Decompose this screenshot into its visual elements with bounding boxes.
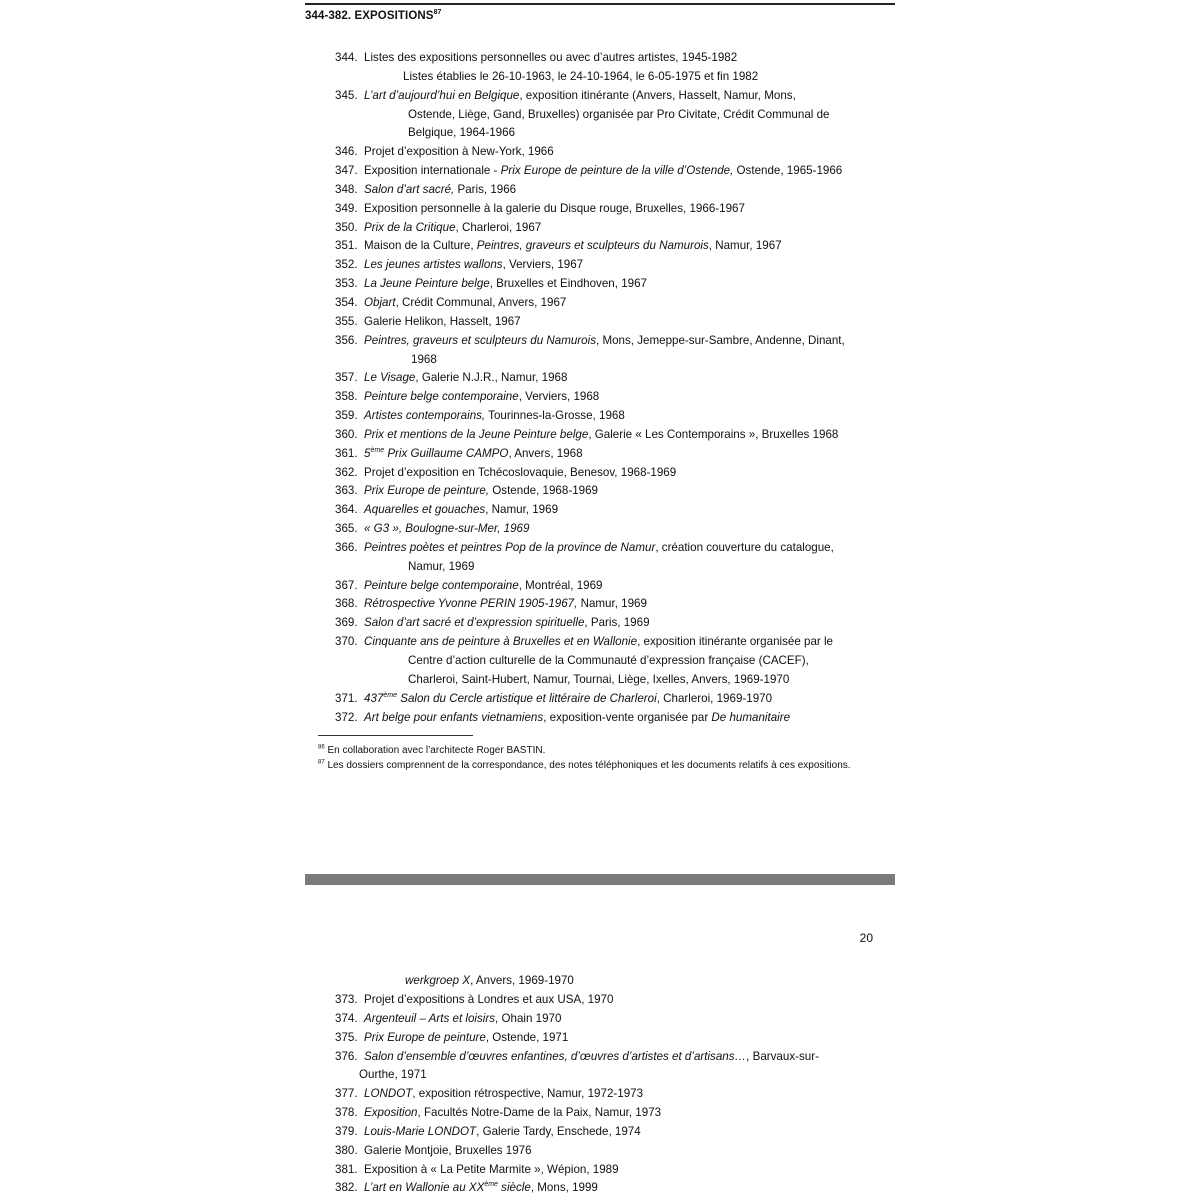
text-run: ème — [370, 446, 385, 454]
list-item — [335, 1104, 895, 1123]
text-run: Cinquante ans de peinture à Bruxelles et en Wallonie — [364, 635, 638, 649]
text-run: , Ostende, 1971 — [485, 1030, 569, 1044]
entry-line — [364, 539, 895, 558]
text-run: , exposition itinérante (Anvers, Hasselt, Namur, Mons, — [519, 88, 796, 102]
list-item — [335, 501, 895, 520]
text-run: Peinture belge contemporaine — [364, 390, 519, 404]
entry-text — [364, 369, 895, 388]
entry-line — [364, 388, 895, 407]
entry-number: 370. — [335, 635, 365, 649]
text-run: Prix Europe de peinture, — [364, 484, 490, 498]
text-run: , Galerie N.J.R., Namur, 1968 — [415, 371, 568, 385]
entry-line — [364, 445, 895, 464]
entry-text — [364, 1179, 895, 1198]
footnote-87 — [318, 759, 878, 774]
list-item — [335, 219, 895, 238]
section-heading — [305, 10, 442, 22]
text-run: , Namur, 1969 — [485, 503, 559, 517]
footnote-ref: 87 — [433, 9, 442, 17]
entry-number: 347. — [335, 164, 365, 178]
entry-number: 360. — [335, 427, 365, 441]
text-run: , Mons, Jemeppe-sur-Sambre, Andenne, Dinant, — [596, 333, 845, 347]
entry-number: 357. — [335, 371, 365, 385]
entry-line — [364, 464, 895, 483]
entry-text — [364, 595, 895, 614]
entry-number: 369. — [335, 616, 365, 630]
entry-line — [364, 256, 895, 275]
list-item — [335, 690, 895, 709]
entry-text — [364, 332, 895, 370]
entry-number: 368. — [335, 597, 365, 611]
entry-number: 362. — [335, 465, 365, 479]
entry-number: 374. — [335, 1011, 365, 1025]
entry-text — [364, 690, 895, 709]
text-run: Centre d’action culturelle de la Communauté d’expression française (CACEF), — [408, 654, 809, 667]
list-item — [335, 482, 895, 501]
entry-line — [364, 501, 895, 520]
entry-number: 379. — [335, 1124, 365, 1138]
entry-number: 375. — [335, 1030, 365, 1044]
list-item — [335, 143, 895, 162]
text-run: Galerie Montjoie, Bruxelles 1976 — [364, 1143, 532, 1157]
list-item — [335, 275, 895, 294]
text-run: Projet d’expositions à Londres et aux USA, 1970 — [364, 993, 614, 1006]
list-item — [335, 445, 895, 464]
document-page-bottom — [305, 885, 895, 1200]
list-item — [335, 1179, 895, 1198]
entry-number: 365. — [335, 522, 365, 536]
entry-text — [364, 464, 895, 483]
entry-line — [364, 1085, 895, 1104]
entry-line — [364, 200, 895, 219]
entry-text — [364, 143, 895, 162]
footnote-rule — [318, 735, 473, 736]
text-run: Namur, 1969 — [408, 559, 475, 573]
text-run: Exposition — [364, 1106, 418, 1120]
entry-line — [364, 426, 895, 445]
entry-line — [364, 49, 895, 68]
entry-number: 380. — [335, 1143, 365, 1157]
entry-line — [364, 369, 895, 388]
list-item — [335, 200, 895, 219]
entry-line — [364, 162, 895, 181]
list-item — [335, 614, 895, 633]
entry-number: 359. — [335, 409, 365, 423]
entry-number: 349. — [335, 201, 365, 215]
entry-line — [364, 482, 895, 501]
list-item — [335, 388, 895, 407]
text-run: Ostende, 1968-1969 — [489, 484, 598, 498]
text-run: Rétrospective Yvonne PERIN 1905-1967, — [364, 597, 578, 611]
text-run: , exposition-vente organisée par — [543, 710, 712, 724]
list-item — [335, 49, 895, 87]
entry-text — [359, 1048, 895, 1086]
text-run: Peintres poètes et peintres Pop de la province de Namur — [364, 540, 656, 554]
text-run: Les jeunes artistes wallons — [364, 258, 503, 272]
entry-number: 351. — [335, 239, 365, 253]
text-run: , Verviers, 1968 — [518, 390, 600, 404]
entry-number: 376. — [335, 1049, 365, 1063]
entry-number: 356. — [335, 333, 365, 347]
text-run: Peintres, graveurs et sculpteurs du Namurois — [476, 239, 709, 253]
text-run: , exposition rétrospective, Namur, 1972-1973 — [412, 1087, 644, 1101]
list-item — [335, 1085, 895, 1104]
entry-number: 354. — [335, 295, 365, 309]
text-run: , Facultés Notre-Dame de la Paix, Namur, 1973 — [417, 1106, 662, 1120]
list-item — [335, 181, 895, 200]
entry-line — [364, 991, 895, 1010]
header-rule — [305, 3, 895, 5]
entry-number: 358. — [335, 390, 365, 404]
entry-text — [364, 275, 895, 294]
text-run: , création couverture du catalogue, — [655, 540, 834, 554]
text-run: , Charleroi, 1969-1970 — [656, 691, 773, 705]
text-run: Projet d’exposition en Tchécoslovaquie, Benesov, 1968-1969 — [364, 465, 677, 479]
entry-line — [364, 332, 895, 351]
list-item — [335, 87, 895, 144]
list-item — [335, 709, 895, 728]
text-run: Listes des expositions personnelles ou avec d’autres artistes, 1945-1982 — [364, 51, 738, 64]
entry-number: 373. — [335, 993, 365, 1006]
text-run: Objart — [364, 295, 396, 309]
entry-number: 366. — [335, 540, 365, 554]
entry-text — [364, 709, 895, 728]
text-run: Argenteuil – Arts et loisirs — [364, 1011, 496, 1025]
text-run: Tourinnes-la-Grosse, 1968 — [485, 409, 625, 423]
text-run: Projet d’exposition à New-York, 1966 — [364, 145, 554, 159]
text-run: Exposition internationale - — [364, 164, 501, 178]
text-run: L’art en Wallonie au XX — [364, 1181, 485, 1195]
entry-line — [364, 558, 895, 577]
entry-number: 363. — [335, 484, 365, 498]
entry-text — [364, 1010, 895, 1029]
text-run: , Montréal, 1969 — [518, 578, 603, 592]
entry-text — [364, 388, 895, 407]
entry-line — [364, 407, 895, 426]
entry-text — [364, 256, 895, 275]
entry-text — [364, 426, 895, 445]
text-run: Ostende, Liège, Gand, Bruxelles) organisée par Pro Civitate, Crédit Communal de — [408, 107, 830, 121]
text-run: La Jeune Peinture belge — [364, 277, 490, 291]
entry-number: 345. — [335, 88, 365, 102]
text-run: siècle — [497, 1181, 531, 1195]
text-run: , Galerie « Les Contemporains », Bruxelles 1968 — [588, 427, 839, 441]
entry-list-bottom — [335, 991, 895, 1198]
text-run: Salon du Cercle artistique et littéraire de Charleroi — [396, 691, 657, 705]
continuation-italic: werkgroep X — [405, 974, 471, 987]
entry-text — [364, 501, 895, 520]
entry-line — [364, 68, 895, 87]
entry-text — [364, 1085, 895, 1104]
text-run: , Anvers, 1968 — [508, 446, 583, 460]
text-run: 437 — [364, 691, 384, 705]
text-run: Ostende, 1965-1966 — [733, 164, 843, 178]
entry-number: 361. — [335, 446, 365, 460]
text-run: , Paris, 1969 — [584, 616, 650, 630]
entry-number: 355. — [335, 314, 365, 328]
entry-line — [364, 709, 895, 728]
entry-text — [364, 445, 895, 464]
entry-text — [364, 219, 895, 238]
list-item — [335, 1142, 895, 1161]
list-item — [335, 539, 895, 577]
entry-line — [364, 614, 895, 633]
entry-line — [364, 143, 895, 162]
text-run: Belgique, 1964-1966 — [408, 126, 516, 140]
entry-line — [364, 1161, 895, 1180]
text-run: Listes établies le 26-10-1963, le 24-10-1964, le 6-05-1975 et fin 1982 — [403, 69, 759, 83]
entry-text — [364, 577, 895, 596]
text-run: LONDOT — [364, 1087, 413, 1101]
text-run: , Barvaux-sur- — [746, 1049, 819, 1063]
list-item — [335, 595, 895, 614]
list-item — [335, 162, 895, 181]
entry-line — [364, 219, 895, 238]
entry-text — [364, 1142, 895, 1161]
footnote-text: En collaboration avec l’architecte Roger BASTIN. — [327, 745, 546, 756]
text-run: Prix Europe de peinture — [364, 1030, 486, 1044]
list-item — [335, 464, 895, 483]
text-run: , Crédit Communal, Anvers, 1967 — [395, 295, 567, 309]
entry-line — [364, 237, 895, 256]
entry-line — [364, 1048, 895, 1067]
list-item — [335, 1010, 895, 1029]
entry-text — [364, 181, 895, 200]
list-item — [335, 577, 895, 596]
entry-text — [364, 313, 895, 332]
footnote-number: 87 — [318, 759, 325, 766]
text-run: , Galerie Tardy, Enschede, 1974 — [476, 1124, 641, 1138]
list-item — [335, 237, 895, 256]
footnote-number: 86 — [318, 744, 325, 751]
entry-text — [364, 200, 895, 219]
entry-number: 371. — [335, 691, 365, 705]
entry-line — [364, 1142, 895, 1161]
entry-number: 364. — [335, 503, 365, 517]
entry-text — [364, 633, 895, 690]
text-run: Paris, 1966 — [454, 182, 517, 196]
entry-line — [364, 275, 895, 294]
entry-line — [359, 1066, 895, 1085]
entry-text — [364, 1123, 895, 1142]
entry-number: 352. — [335, 258, 365, 272]
text-run: , Charleroi, 1967 — [455, 220, 542, 234]
list-item — [335, 426, 895, 445]
continuation-rest: , Anvers, 1969-1970 — [470, 974, 574, 987]
page-separator — [305, 874, 895, 885]
entry-line — [364, 181, 895, 200]
text-run: Aquarelles et gouaches — [364, 503, 486, 517]
list-item — [335, 1161, 895, 1180]
text-run: , Ohain 1970 — [495, 1011, 562, 1025]
entry-line — [364, 124, 895, 143]
text-run: , exposition itinérante organisée par le — [637, 635, 834, 649]
text-run: , Bruxelles et Eindhoven, 1967 — [489, 277, 647, 291]
entry-text — [364, 87, 895, 144]
entry-text — [364, 49, 895, 87]
entry-number: 353. — [335, 277, 365, 291]
entry-line — [364, 1029, 895, 1048]
entry-line — [364, 577, 895, 596]
entry-line — [364, 1010, 895, 1029]
text-run: , Namur, 1967 — [708, 239, 782, 253]
page-number: 20 — [859, 931, 873, 945]
entry-number: 378. — [335, 1106, 365, 1120]
entry-text — [364, 294, 895, 313]
text-run: Galerie Helikon, Hasselt, 1967 — [364, 314, 521, 328]
entry-number: 372. — [335, 710, 365, 724]
entry-text — [364, 482, 895, 501]
entry-line — [364, 690, 895, 709]
entry-number: 348. — [335, 182, 365, 196]
text-run: Artistes contemporains, — [364, 409, 486, 423]
text-run: , Verviers, 1967 — [502, 258, 584, 272]
entry-line — [364, 652, 895, 671]
text-run: Le Visage — [364, 371, 416, 385]
text-run: Exposition à « La Petite Marmite », Wépion, 1989 — [364, 1162, 619, 1176]
entry-line — [364, 1104, 895, 1123]
text-run: « G3 », Boulogne-sur-Mer, 1969 — [364, 522, 530, 536]
entry-line — [364, 313, 895, 332]
text-run: Peintres, graveurs et sculpteurs du Namurois — [364, 333, 596, 347]
entry-line — [364, 520, 895, 539]
text-run: 5 — [364, 446, 371, 460]
text-run: Salon d’art sacré, — [364, 182, 455, 196]
entry-text — [364, 1104, 895, 1123]
entry-line — [364, 1179, 895, 1198]
footnotes — [318, 744, 878, 773]
entry-text — [364, 162, 895, 181]
list-item — [335, 256, 895, 275]
entry-number: 377. — [335, 1087, 365, 1101]
text-run: Peinture belge contemporaine — [364, 578, 519, 592]
entry-line — [364, 351, 895, 370]
list-item — [335, 294, 895, 313]
entry-number: 382. — [335, 1181, 365, 1195]
footnote-text: Les dossiers comprennent de la correspondance, des notes téléphoniques et les documents relatifs à ces expositions. — [327, 759, 851, 771]
entry-text — [364, 1161, 895, 1180]
entry-text — [364, 237, 895, 256]
list-item — [335, 1123, 895, 1142]
entry-text — [364, 407, 895, 426]
entry-text — [364, 614, 895, 633]
text-run: 1968 — [411, 352, 437, 366]
entry-number: 346. — [335, 145, 365, 159]
entry-line — [364, 294, 895, 313]
section-title: 344-382. EXPOSITIONS — [305, 10, 434, 22]
list-item — [335, 1029, 895, 1048]
text-run: Prix Europe de peinture de la ville d’Ostende, — [500, 164, 734, 178]
entry-number: 350. — [335, 220, 365, 234]
entry-line — [364, 106, 895, 125]
entry-line — [364, 1123, 895, 1142]
entry-line — [364, 595, 895, 614]
entry-line — [364, 671, 895, 690]
text-run: De humanitaire — [711, 710, 791, 724]
entry-number: 381. — [335, 1162, 365, 1176]
text-run: Prix de la Critique — [364, 220, 456, 234]
entry-text — [364, 520, 895, 539]
text-run: Art belge pour enfants vietnamiens — [364, 710, 544, 724]
list-item — [335, 1048, 895, 1086]
entry-text — [364, 539, 895, 577]
entry-line — [364, 633, 895, 652]
list-item — [335, 633, 895, 690]
text-run: Charleroi, Saint-Hubert, Namur, Tournai, Liège, Ixelles, Anvers, 1969-1970 — [408, 672, 790, 686]
document-page-top — [305, 0, 895, 873]
list-item — [335, 313, 895, 332]
list-item — [335, 369, 895, 388]
entry-number: 344. — [335, 51, 365, 64]
continuation-line — [405, 972, 574, 991]
text-run: Prix et mentions de la Jeune Peinture belge — [364, 427, 589, 441]
list-item — [335, 991, 895, 1010]
text-run: Prix Guillaume CAMPO — [384, 446, 509, 460]
entry-line — [364, 87, 895, 106]
text-run: Exposition personnelle à la galerie du Disque rouge, Bruxelles, 1966-1967 — [364, 201, 745, 215]
list-item — [335, 407, 895, 426]
text-run: Maison de la Culture, — [364, 239, 477, 253]
text-run: ème — [484, 1181, 498, 1189]
entry-text — [364, 991, 895, 1010]
list-item — [335, 332, 895, 370]
text-run: Salon d’ensemble d’œuvres enfantines, d’œuvres d’artistes et d’artisans… — [364, 1049, 747, 1063]
entry-number: 367. — [335, 578, 365, 592]
text-run: Salon d’art sacré et d’expression spirituelle — [364, 616, 585, 630]
footnote-86 — [318, 744, 878, 759]
text-run: L’art d’aujourd’hui en Belgique — [364, 88, 520, 102]
text-run: ème — [383, 691, 397, 699]
text-run: , Mons, 1999 — [530, 1181, 598, 1195]
text-run: Namur, 1969 — [577, 597, 647, 611]
entry-list-top — [335, 49, 895, 727]
entry-text — [364, 1029, 895, 1048]
text-run: Ourthe, 1971 — [359, 1068, 427, 1082]
list-item — [335, 520, 895, 539]
text-run: Louis-Marie LONDOT — [364, 1124, 477, 1138]
